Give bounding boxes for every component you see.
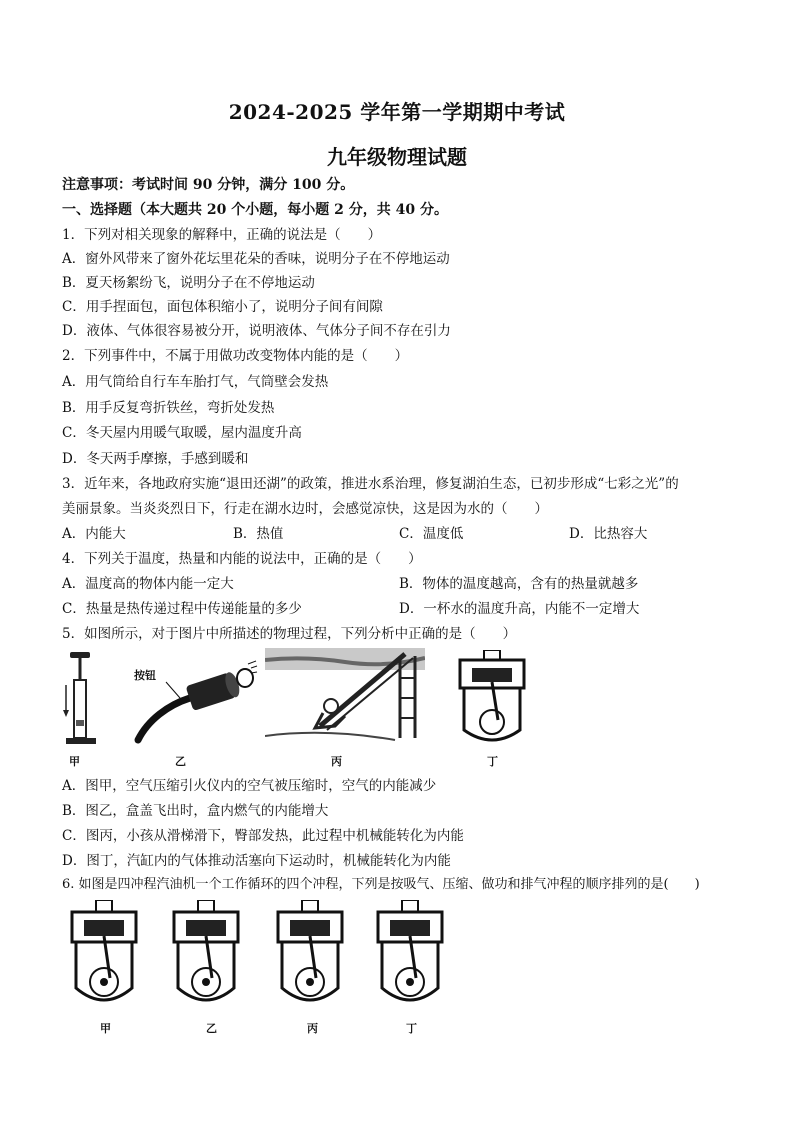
question-5-option-b: B．图乙，盒盖飞出时，盒内燃气的内能增大 <box>62 803 329 819</box>
question-3-option-c: C．温度低 <box>399 526 464 542</box>
question-5-option-c: C．图丙，小孩从滑梯滑下，臀部发热，此过程中机械能转化为内能 <box>62 828 464 844</box>
question-4-option-d: D．一杯水的温度升高，内能不一定增大 <box>399 601 640 617</box>
question-2-stem: 2．下列事件中，不属于用做功改变物体内能的是（ ） <box>62 348 409 364</box>
question-5-option-a: A．图甲，空气压缩引火仪内的空气被压缩时，空气的内能减少 <box>62 778 437 794</box>
figure-label-ding: 丁 <box>487 755 498 768</box>
question-3-option-a: A．内能大 <box>62 526 126 542</box>
cycle-label-ding: 丁 <box>406 1022 417 1035</box>
question-1-option-a: A．窗外风带来了窗外花坛里花朵的香味，说明分子在不停地运动 <box>62 251 450 267</box>
question-4-option-b: B．物体的温度越高，含有的热量就越多 <box>399 576 639 592</box>
question-5-option-d: D．图丁，汽缸内的气体推动活塞向下运动时，机械能转化为内能 <box>62 853 451 869</box>
section-heading: 一、选择题（本大题共 20 个小题，每小题 2 分，共 40 分。 <box>62 202 448 218</box>
question-3-stem-line1: 3．近年来，各地政府实施“退田还湖”的政策，推进水系治理，修复湖泊生态，已初步形成“七彩之光”的 <box>62 476 679 492</box>
exam-title: 2024-2025 学年第一学期期中考试 <box>228 100 566 124</box>
question-6-stem: 6. 如图是四冲程汽油机一个工作循环的四个冲程，下列是按吸气、压缩、做功和排气冲程的顺序排列的是( ) <box>62 877 700 892</box>
question-1-option-c: C．用手捏面包，面包体积缩小了，说明分子间有间隙 <box>62 299 383 315</box>
question-4-stem: 4．下列关于温度，热量和内能的说法中，正确的是（ ） <box>62 551 422 567</box>
button-label: 按钮 <box>134 669 156 682</box>
question-3-option-d: D．比热容大 <box>569 526 648 542</box>
figure-label-jia: 甲 <box>69 755 80 768</box>
exam-notice: 注意事项：考试时间 90 分钟，满分 100 分。 <box>62 177 355 193</box>
exam-subtitle: 九年级物理试题 <box>327 145 467 169</box>
question-2-option-a: A．用气筒给自行车车胎打气，气筒壁会发热 <box>62 374 329 390</box>
question-4-option-a: A．温度高的物体内能一定大 <box>62 576 234 592</box>
cycle-label-yi: 乙 <box>206 1022 217 1035</box>
question-3-option-b: B．热值 <box>233 526 284 542</box>
cycle-label-bing: 丙 <box>307 1022 318 1035</box>
question-2-option-d: D．冬天两手摩擦，手感到暖和 <box>62 451 249 467</box>
question-4-option-c: C．热量是热传递过程中传递能量的多少 <box>62 601 302 617</box>
question-1-option-d: D．液体、气体很容易被分开，说明液体、气体分子间不存在引力 <box>62 323 451 339</box>
figure-label-yi: 乙 <box>175 755 186 768</box>
figure-label-bing: 丙 <box>331 755 342 768</box>
engine-cylinder-figure <box>452 650 532 750</box>
question-5-stem: 5．如图所示，对于图片中所描述的物理过程，下列分析中正确的是（ ） <box>62 626 517 642</box>
question-2-option-c: C．冬天屋内用暖气取暖，屋内温度升高 <box>62 425 302 441</box>
child-slide-figure <box>265 648 425 748</box>
four-stroke-cycle-figure <box>68 900 448 1020</box>
air-compression-igniter-figure <box>62 650 112 755</box>
question-3-stem-line2: 美丽景象。当炎炎烈日下，行走在湖水边时，会感觉凉快，这是因为水的（ ） <box>62 501 548 517</box>
cycle-label-jia: 甲 <box>100 1022 111 1035</box>
question-1-stem: 1．下列对相关现象的解释中，正确的说法是（ ） <box>62 227 382 243</box>
question-1-option-b: B．夏天杨絮纷飞，说明分子在不停地运动 <box>62 275 315 291</box>
question-2-option-b: B．用手反复弯折铁丝，弯折处发热 <box>62 400 275 416</box>
